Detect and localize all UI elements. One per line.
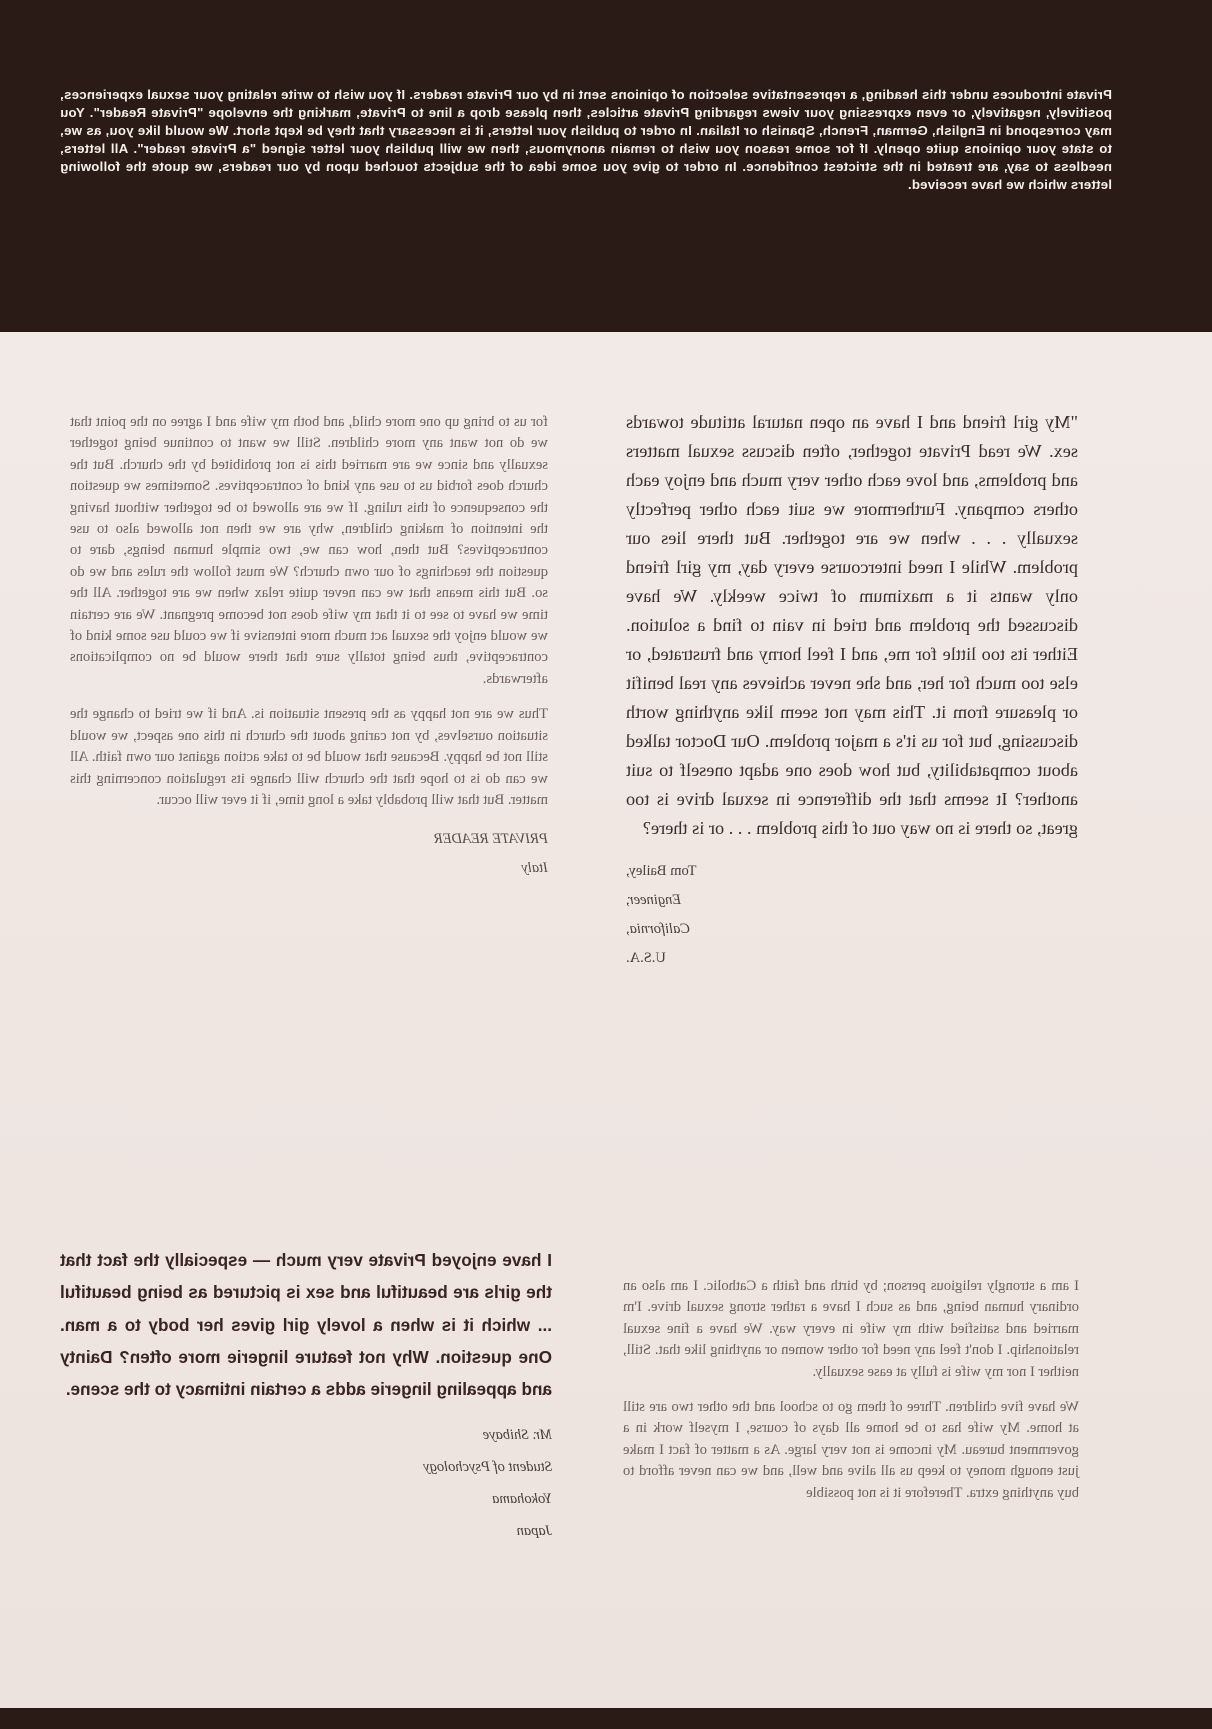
signature-line: U.S.A. [626,950,666,966]
letter-paragraph: for us to bring up one more child, and both my wife and I agree on the point that we do not want any more children. Still we want to continue being together sexually and since we are married this is not prohibited by the church. But the church does forbid us to use any kind of contraceptives. Sometimes we question the consequence of this ruling. If we are allowed to be together without having the intention of making children, why are we then not allowed also to use contraceptives? But then, how can we, two simple human beings, dare to question the teachings of our own church? We must follow the rules and we do so. But this means that we can never quite relax when we are together. All the time we have to see to it that my wife does not become pregnant. We are certain we would enjoy the sexual act much more intensive if we could use some kind of contraceptive, thus being totally sure that there would be no complications afterwards. [70,414,548,687]
letter-tom-bailey-signature [626,857,1078,973]
signature-line: Italy [521,860,548,877]
letter-catholic-reader [623,1276,1079,1518]
signature-line: PRIVATE READER [434,831,548,848]
intro-banner [0,0,1212,332]
bottom-bar [0,1708,1212,1729]
letter-japan [60,1244,552,1547]
signature-line: California, [626,921,691,937]
intro-text: Private introduces under this heading, a representative selection of opinions sent in by our Private readers. If you wish to write relating your sexual experiences, positively, negatively, or even expressing your views regarding Private articles, then please drop a line to Private, marking the envelope "Private Reader". You may correspond in English, German, French, Spanish or Italian. In order to publish your letters, it is necessary that they be kept short. We would like you, as we, to state your opinions quite openly. If for some reason you wish to remain anonymous, then we will publish your letter signed "a Private reader". All letters, needless to say, are treated in the strictest confidence. In order to give you some idea of the subjects touched upon by our readers, we quote the following letters which we have received. [60,87,1112,192]
letter-private-reader-italy [70,412,548,883]
signature-line: Student of Psychology [423,1459,552,1476]
letter-japan-signature [60,1419,552,1547]
letter-paragraph: I am a strongly religious person; by birth and faith a Catholic. I am also an ordinary human being, and as such I have a rather strong sexual drive. I'm married and satisfied with my wife in every way. We have a fine sexual relationship. I don't feel any need for other women or anything like that. Still, neither I nor my wife is fully at ease sexually. [623,1278,1079,1380]
signature-line: Tom Bailey, [626,863,697,879]
signature-line: Engineer, [626,892,682,908]
signature-line: Japan [516,1523,552,1540]
letter-japan-body: I have enjoyed Private very much — especially the fact that the girls are beautiful and sex is pictured as being beautiful ... which it is when a lovely girl gives her body to a man. One question. Why not feature lingerie more often? Dainty and appealing lingerie adds a certain intimacy to the scene. [60,1250,552,1400]
signature-line: Yokohama [492,1491,552,1508]
letter-italy-signature [70,825,548,883]
letter-paragraph: Thus we are not happy as the present situation is. And if we tried to change the situation ourselves, by not caring about the church in this one aspect, we would still not be happy. Because that would be to take action against our own faith. All we can do is to hope that the church will change its regulation concerning this matter. But that will probably take a long time, if it ever will occur. [70,706,548,808]
letter-tom-bailey [626,408,1078,973]
letter-paragraph: We have five children. Three of them go to school and the other two are still at home. My wife has to be home all days of course, I myself work in a government bureau. My income is not very large. As a matter of fact I make just enough money to keep us all alive and well, and we can never afford to buy anything extra. Therefore it is not possible [623,1399,1079,1501]
letter-tom-bailey-body: "My girl friend and I have an open natural attitude towards sex. We read Private together, often discuss sexual matters and problems, and love each other very much and enjoy each others company. Furthermore we suit each other perfectly sexually . . . when we are together. But there lies our problem. While I need intercourse every day, my girl friend only wants it a maximum of twice weekly. We have discussed the problem and tried in vain to find a solution. Either its too little for me, and I feel horny and frustrated, or else too much for her, and she never achieves any real benifit or pleasure from it. This may not seem like anything worth discussing, but for us it's a major problem. Our Doctor talked about compatability, but how does one adapt oneself to suit another? It seems that the difference in sexual drive is too great, so there is no way out of this problem . . . or is there? [626,412,1078,838]
signature-line: Mr. Shibaye [482,1427,552,1444]
